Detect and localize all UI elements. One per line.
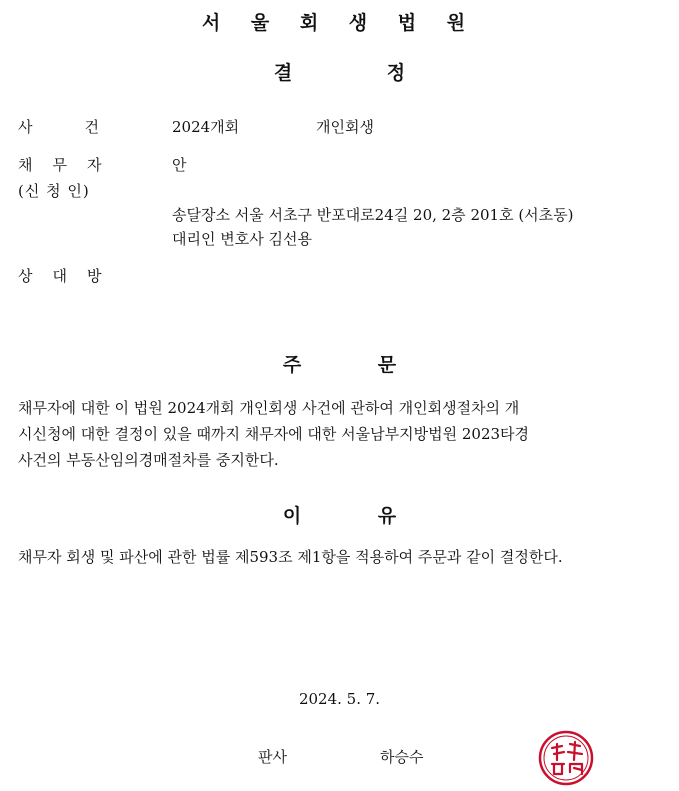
case-type: 개인회생 bbox=[316, 118, 374, 136]
order-line-1: 채무자에 대한 이 법원 2024개회 개인회생 사건에 관하여 개인회생절차의 개 bbox=[18, 399, 520, 417]
decision-date: 2024. 5. 7. bbox=[298, 690, 381, 708]
service-address: 송달장소 서울 서초구 반포대로24길 20, 2층 201호 (서초동) bbox=[172, 206, 574, 224]
reason-text: 채무자 회생 및 파산에 관한 법률 제593조 제1항을 적용하여 주문과 같이 결정한다. bbox=[18, 548, 563, 566]
order-line-3: 사건의 부동산임의경매절차를 중지한다. bbox=[18, 451, 279, 469]
case-number: 2024개회 bbox=[172, 118, 240, 136]
applicant-label: (신 청 인) bbox=[18, 182, 90, 200]
order-heading: 주 문 bbox=[282, 354, 397, 376]
attorney: 대리인 변호사 김선용 bbox=[172, 230, 312, 248]
order-line-2: 시신청에 대한 결정이 있을 때까지 채무자에 대한 서울남부지방법원 2023타경 bbox=[18, 425, 530, 443]
opponent-label: 상대방 bbox=[18, 267, 122, 285]
court-name: 서 울 회 생 법 원 bbox=[201, 12, 478, 34]
reason-heading: 이 유 bbox=[282, 505, 397, 527]
document-title: 결 정 bbox=[273, 62, 406, 84]
judge-seal-icon bbox=[538, 730, 594, 786]
case-label: 사건 bbox=[18, 118, 151, 136]
debtor-name: 안 bbox=[172, 156, 187, 174]
judge-name: 하승수 bbox=[380, 748, 424, 766]
judge-title: 판사 bbox=[258, 748, 287, 766]
debtor-label: 채무자 bbox=[18, 156, 122, 174]
